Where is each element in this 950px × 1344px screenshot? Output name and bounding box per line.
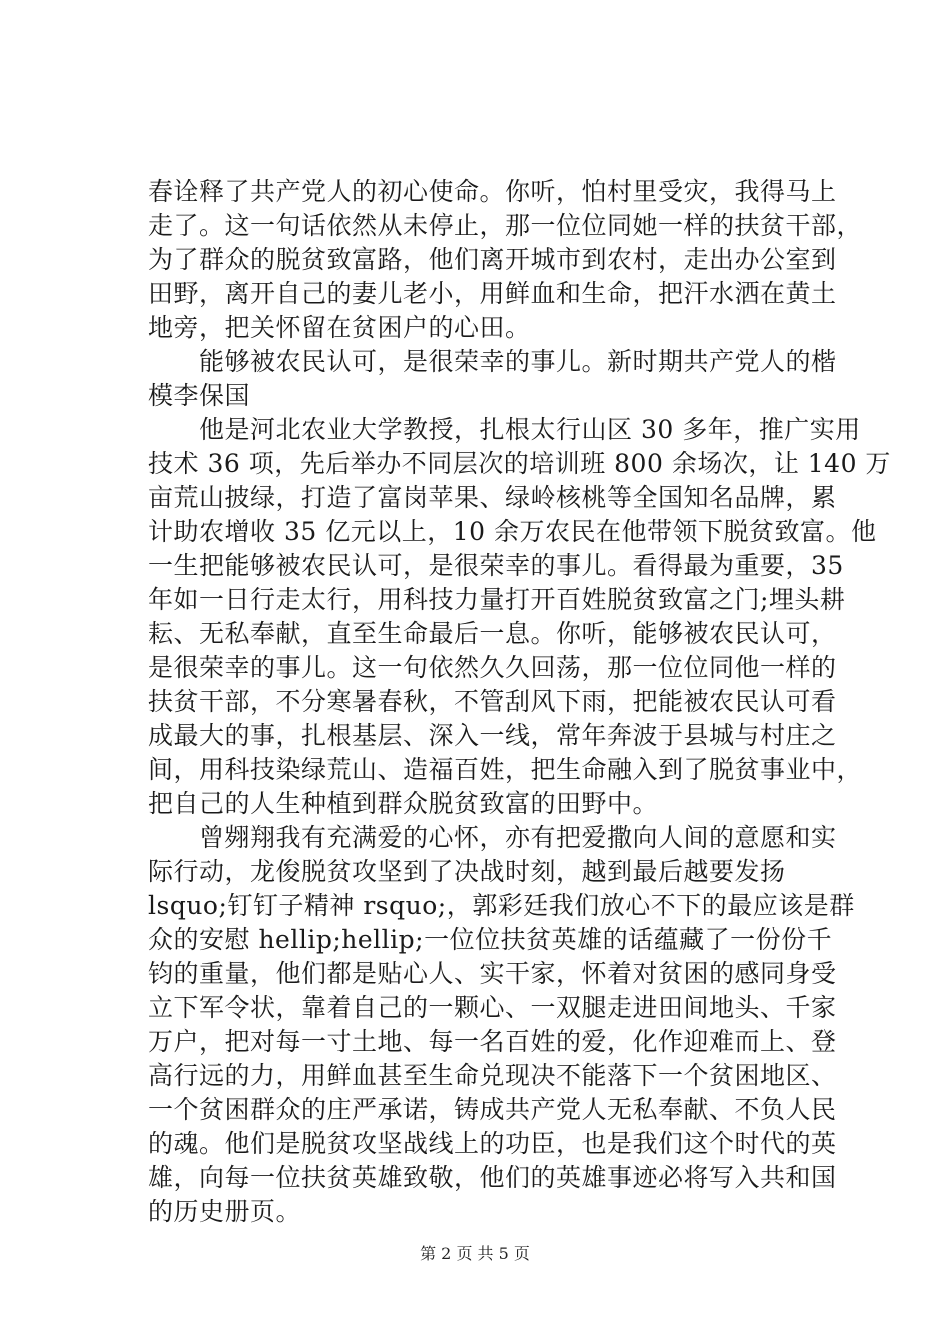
text-line: 一个贫困群众的庄严承诺，铸成共产党人无私奉献、不负人民 bbox=[148, 1095, 837, 1124]
text-line: 技术 36 项，先后举办不同层次的培训班 800 余场次，让 140 万 bbox=[148, 449, 891, 478]
text-line: lsquo;钉钉子精神 rsquo;，郭彩廷我们放心不下的最应该是群 bbox=[148, 891, 855, 920]
text-line: 高行远的力，用鲜血甚至生命兑现决不能落下一个贫困地区、 bbox=[148, 1061, 837, 1090]
text-line: 的魂。他们是脱贫攻坚战线上的功臣，也是我们这个时代的英 bbox=[148, 1129, 837, 1158]
text-line: 万户，把对每一寸土地、每一名百姓的爱，化作迎难而上、登 bbox=[148, 1027, 837, 1056]
text-line: 为了群众的脱贫致富路，他们离开城市到农村，走出办公室到 bbox=[148, 245, 837, 274]
text-line: 能够被农民认可，是很荣幸的事儿。新时期共产党人的楷 bbox=[148, 347, 837, 376]
text-line: 雄，向每一位扶贫英雄致敬，他们的英雄事迹必将写入共和国 bbox=[148, 1163, 837, 1192]
text-line: 曾翙翔我有充满爱的心怀，亦有把爱撒向人间的意愿和实 bbox=[148, 823, 837, 852]
text-line: 间，用科技染绿荒山、造福百姓，把生命融入到了脱贫事业中， bbox=[148, 755, 863, 784]
text-line: 模李保国 bbox=[148, 381, 251, 410]
text-line: 耘、无私奉献，直至生命最后一息。你听，能够被农民认可， bbox=[148, 619, 837, 648]
text-line: 钧的重量，他们都是贴心人、实干家，怀着对贫困的感同身受 bbox=[148, 959, 837, 988]
text-line: 年如一日行走太行，用科技力量打开百姓脱贫致富之门;埋头耕 bbox=[148, 585, 846, 614]
text-line: 地旁，把关怀留在贫困户的心田。 bbox=[148, 313, 531, 342]
text-line: 亩荒山披绿，打造了富岗苹果、绿岭核桃等全国知名品牌，累 bbox=[148, 483, 837, 512]
text-line: 他是河北农业大学教授，扎根太行山区 30 多年，推广实用 bbox=[148, 415, 861, 444]
text-line: 是很荣幸的事儿。这一句依然久久回荡，那一位位同他一样的 bbox=[148, 653, 837, 682]
text-line: 扶贫干部，不分寒暑春秋，不管刮风下雨，把能被农民认可看 bbox=[148, 687, 837, 716]
text-line: 走了。这一句话依然从未停止，那一位位同她一样的扶贫干部， bbox=[148, 211, 863, 240]
text-line: 计助农增收 35 亿元以上，10 余万农民在他带领下脱贫致富。他 bbox=[148, 517, 877, 546]
page-number-footer: 第 2 页 共 5 页 bbox=[420, 1244, 530, 1263]
text-line: 把自己的人生种植到群众脱贫致富的田野中。 bbox=[148, 789, 659, 818]
text-line: 立下军令状，靠着自己的一颗心、一双腿走进田间地头、千家 bbox=[148, 993, 837, 1022]
text-line: 田野，离开自己的妻儿老小，用鲜血和生命，把汗水洒在黄土 bbox=[148, 279, 837, 308]
text-line: 春诠释了共产党人的初心使命。你听，怕村里受灾，我得马上 bbox=[148, 177, 837, 206]
text-line: 的历史册页。 bbox=[148, 1197, 302, 1226]
text-line: 一生把能够被农民认可，是很荣幸的事儿。看得最为重要，35 bbox=[148, 551, 844, 580]
text-line: 众的安慰 hellip;hellip;一位位扶贫英雄的话蕴藏了一份份千 bbox=[148, 925, 833, 954]
text-line: 成最大的事，扎根基层、深入一线，常年奔波于县城与村庄之 bbox=[148, 721, 837, 750]
text-line: 际行动，龙俊脱贫攻坚到了决战时刻，越到最后越要发扬 bbox=[148, 857, 786, 886]
